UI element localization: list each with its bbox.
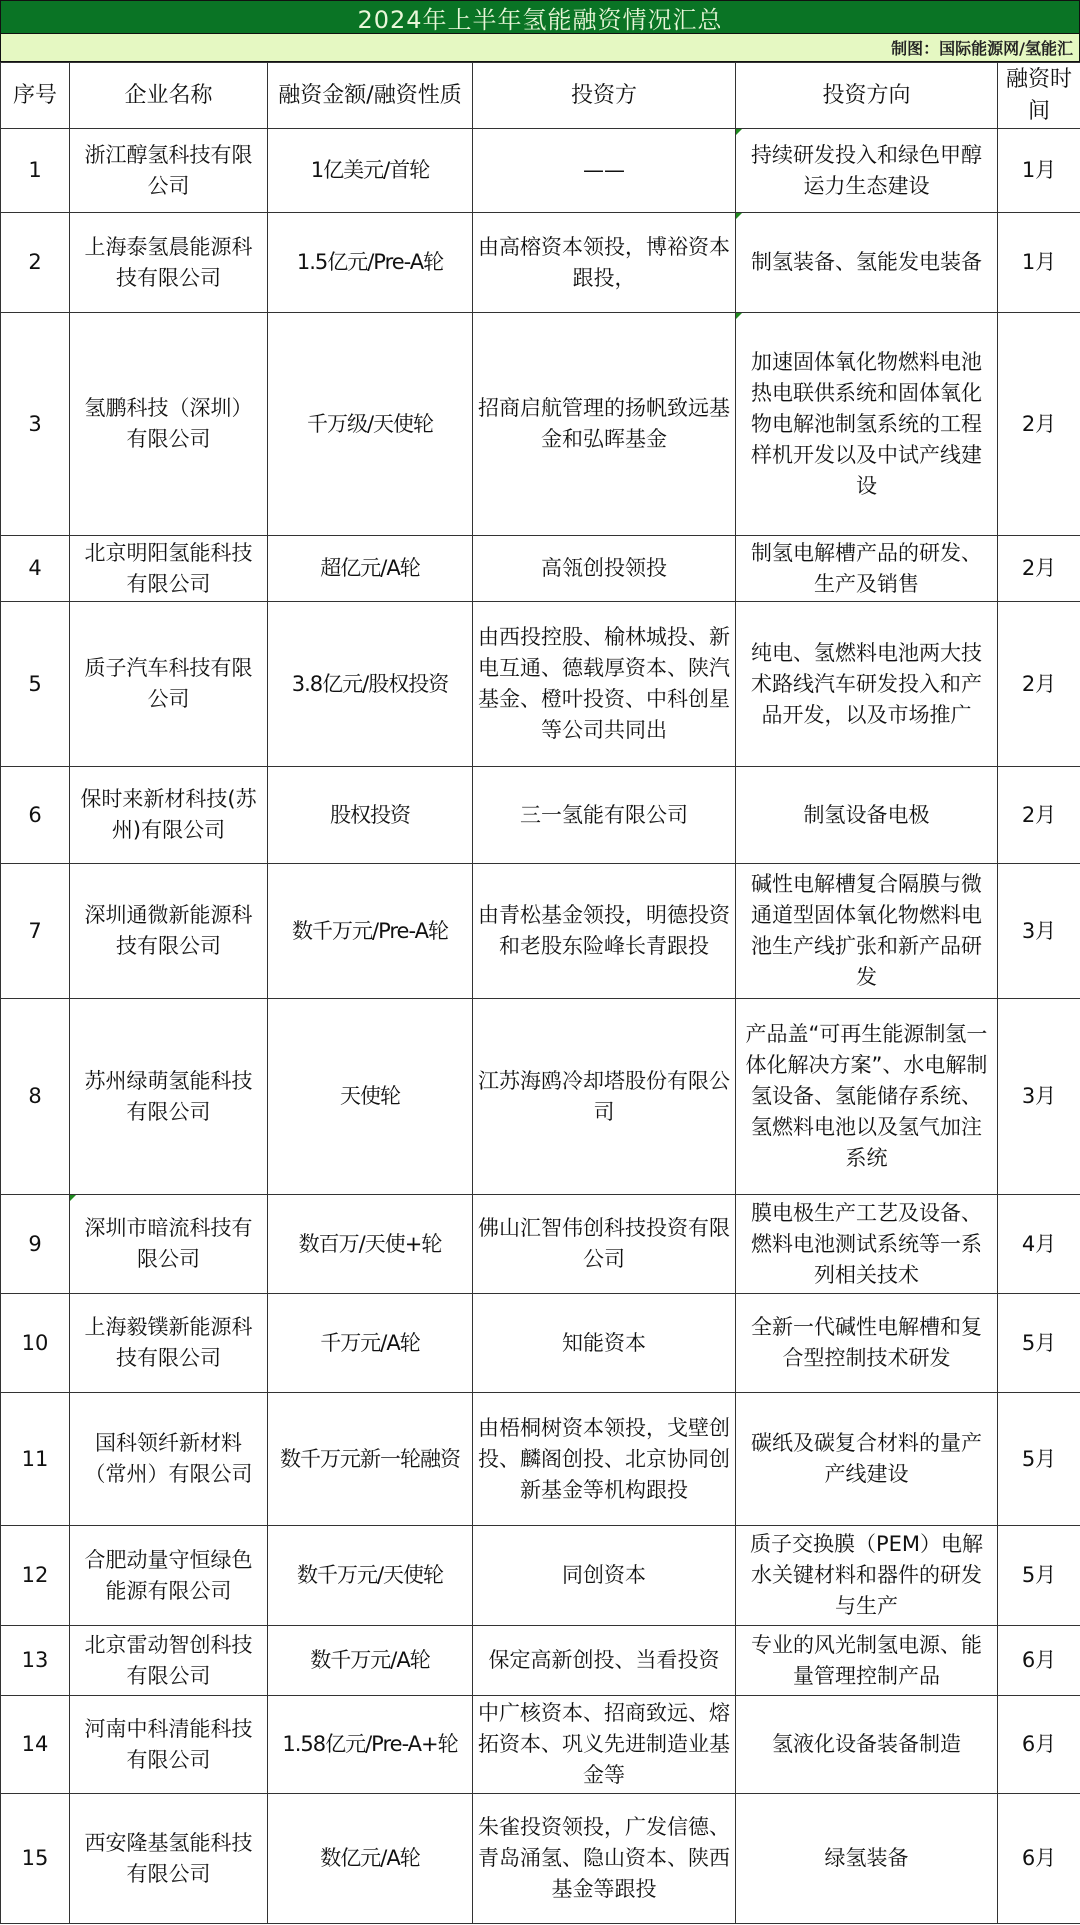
cell-amount[interactable] (268, 129, 473, 213)
cell-direction-text: 绿氢装备 (824, 1846, 909, 1870)
cell-company-text: 上海泰氢晨能源科技有限公司 (84, 234, 253, 290)
cell-amount[interactable] (268, 999, 473, 1195)
cell-time-text: 2月 (1021, 411, 1057, 436)
table-row (1, 1526, 1080, 1626)
cell-investors-text: 知能资本 (562, 1330, 646, 1355)
cell-no[interactable] (1, 213, 70, 313)
cell-investors[interactable] (473, 1794, 736, 1924)
cell-time-text: 1月 (1021, 250, 1057, 274)
cell-time-text: 4月 (1021, 1231, 1057, 1256)
cell-direction[interactable] (736, 213, 998, 313)
cell-time-text: 2月 (1021, 671, 1057, 696)
table-row (1, 1294, 1080, 1393)
cell-investors[interactable] (473, 1195, 736, 1294)
cell-investors-text: 由西投控股、榆林城投、新电互通、德载厚资本、陕汽基金、橙叶投资、中科创星等公司共同出 (478, 625, 730, 742)
cell-company[interactable] (70, 1626, 268, 1696)
table-row (1, 313, 1080, 536)
table-row (1, 536, 1080, 602)
cell-time[interactable] (998, 767, 1080, 864)
cell-investors[interactable] (473, 129, 736, 213)
cell-investors-text: 高瓴创投领投 (541, 556, 667, 580)
cell-company[interactable] (70, 1526, 268, 1626)
cell-direction-text: 制氢装备、氢能发电装备 (751, 250, 982, 274)
table-row (1, 864, 1080, 999)
cell-company[interactable] (70, 1195, 268, 1294)
cell-direction-text: 加速固体氧化物燃料电池热电联供系统和固体氧化物电解池制氢系统的工程样机开发以及中试产线建设 (751, 349, 982, 498)
cell-no[interactable] (1, 536, 70, 602)
cell-direction[interactable] (736, 1294, 998, 1393)
cell-direction-text: 碳纸及碳复合材料的量产产线建设 (751, 1431, 982, 1486)
credit-line: 制图：国际能源网/氢能汇 (0, 34, 1080, 62)
cell-amount[interactable] (268, 213, 473, 313)
cell-amount[interactable] (268, 602, 473, 767)
cell-investors[interactable] (473, 602, 736, 767)
table-row (1, 767, 1080, 864)
cell-amount[interactable] (268, 1526, 473, 1626)
table-row (1, 1626, 1080, 1696)
comment-marker-icon (736, 313, 742, 319)
cell-amount-text: 1亿美元/首轮 (310, 158, 430, 182)
cell-company[interactable] (70, 999, 268, 1195)
cell-amount-text: 千万元/A轮 (320, 1330, 420, 1355)
table-body (1, 129, 1080, 1924)
cell-amount-text: 数亿元/A轮 (320, 1846, 420, 1870)
cell-investors[interactable] (473, 313, 736, 536)
cell-investors-text: —— (583, 158, 625, 182)
cell-direction[interactable] (736, 767, 998, 864)
cell-time-text: 1月 (1021, 158, 1057, 182)
cell-company-text: 质子汽车科技有限公司 (84, 656, 253, 711)
cell-no[interactable] (1, 1393, 70, 1526)
cell-time[interactable] (998, 1195, 1080, 1294)
cell-time[interactable] (998, 999, 1080, 1195)
cell-company[interactable] (70, 864, 268, 999)
cell-no[interactable] (1, 1696, 70, 1794)
cell-direction[interactable] (736, 602, 998, 767)
cell-direction[interactable] (736, 1526, 998, 1626)
cell-amount-text: 股权投资 (330, 802, 410, 827)
cell-direction-text: 专业的风光制氢电源、能量管理控制产品 (751, 1632, 982, 1688)
header-investors: 投资方 (473, 63, 736, 129)
table-row (1, 213, 1080, 313)
cell-investors[interactable] (473, 213, 736, 313)
cell-investors-text: 由青松基金领投，明德投资和老股东险峰长青跟投 (478, 903, 730, 958)
cell-amount[interactable] (268, 1393, 473, 1526)
cell-company[interactable] (70, 767, 268, 864)
cell-time[interactable] (998, 864, 1080, 999)
cell-company[interactable] (70, 602, 268, 767)
cell-no[interactable] (1, 1626, 70, 1696)
cell-direction[interactable] (736, 129, 998, 213)
cell-direction-text: 产品盖“可再生能源制氢一体化解决方案”、水电解制氢设备、氢能储存系统、氢燃料电池以及氢气加注系统 (745, 1022, 988, 1170)
cell-amount-text: 3.8亿元/股权投资 (291, 671, 449, 696)
cell-time[interactable] (998, 1626, 1080, 1696)
cell-direction-text: 膜电极生产工艺及设备、燃料电池测试系统等一系列相关技术 (751, 1200, 982, 1287)
cell-direction-text: 制氢电解槽产品的研发、生产及销售 (751, 540, 982, 596)
cell-time[interactable] (998, 129, 1080, 213)
cell-investors-text: 江苏海鸥冷却塔股份有限公司 (478, 1068, 730, 1124)
cell-no-text: 8 (28, 1084, 42, 1108)
cell-investors-text: 招商启航管理的扬帆致远基金和弘晖基金 (478, 396, 730, 451)
cell-company[interactable] (70, 313, 268, 536)
cell-company-text: 氢鹏科技（深圳）有限公司 (84, 396, 253, 451)
cell-investors[interactable] (473, 1294, 736, 1393)
header-company: 企业名称 (70, 63, 268, 129)
cell-direction-text: 持续研发投入和绿色甲醇运力生态建设 (751, 142, 982, 198)
cell-time-text: 6月 (1021, 1732, 1057, 1756)
comment-marker-icon (736, 213, 742, 219)
cell-no-text: 10 (21, 1330, 49, 1355)
cell-amount[interactable] (268, 1294, 473, 1393)
cell-company[interactable] (70, 1393, 268, 1526)
cell-no[interactable] (1, 602, 70, 767)
cell-direction[interactable] (736, 864, 998, 999)
cell-no-text: 6 (28, 802, 42, 827)
cell-investors-text: 朱雀投资领投，广发信德、青岛涌氢、隐山资本、陕西基金等跟投 (478, 1815, 730, 1901)
table-row (1, 999, 1080, 1195)
cell-no[interactable] (1, 1294, 70, 1393)
comment-marker-icon (736, 129, 742, 135)
cell-amount[interactable] (268, 767, 473, 864)
cell-no-text: 13 (21, 1648, 49, 1672)
cell-amount-text: 数千万元/Pre-A轮 (292, 918, 448, 943)
cell-amount[interactable] (268, 1626, 473, 1696)
cell-time[interactable] (998, 1294, 1080, 1393)
cell-no-text: 4 (28, 556, 42, 580)
cell-time-text: 5月 (1021, 1563, 1057, 1587)
cell-company-text: 北京雷动智创科技有限公司 (84, 1632, 253, 1688)
cell-investors[interactable] (473, 1526, 736, 1626)
cell-time[interactable] (998, 536, 1080, 602)
table-row (1, 1696, 1080, 1794)
cell-amount-text: 超亿元/A轮 (320, 556, 420, 580)
cell-no[interactable] (1, 1794, 70, 1924)
cell-investors[interactable] (473, 536, 736, 602)
header-direction: 投资方向 (736, 63, 998, 129)
cell-no-text: 5 (28, 671, 42, 696)
cell-amount-text: 天使轮 (340, 1084, 400, 1108)
cell-direction[interactable] (736, 999, 998, 1195)
cell-direction[interactable] (736, 1696, 998, 1794)
cell-no[interactable] (1, 1526, 70, 1626)
table-row (1, 129, 1080, 213)
cell-amount-text: 数千万元/A轮 (310, 1648, 430, 1672)
cell-direction-text: 质子交换膜（PEM）电解水关键材料和器件的研发与生产 (749, 1532, 984, 1618)
cell-investors-text: 中广核资本、招商致远、熔拓资本、巩义先进制造业基金等 (478, 1701, 730, 1787)
cell-company-text: 西安隆基氢能科技有限公司 (84, 1830, 253, 1886)
financing-table (0, 62, 1080, 1924)
cell-no-text: 15 (21, 1846, 49, 1870)
cell-investors-text: 佛山汇智伟创科技投资有限公司 (478, 1216, 730, 1271)
cell-no[interactable] (1, 864, 70, 999)
cell-direction[interactable] (736, 1794, 998, 1924)
cell-time[interactable] (998, 313, 1080, 536)
cell-time-text: 6月 (1021, 1846, 1057, 1870)
cell-company[interactable] (70, 213, 268, 313)
cell-investors[interactable] (473, 1696, 736, 1794)
cell-investors-text: 保定高新创投、当看投资 (488, 1648, 720, 1672)
header-row (1, 63, 1080, 129)
cell-time[interactable] (998, 1526, 1080, 1626)
table-row (1, 1195, 1080, 1294)
cell-direction[interactable] (736, 1195, 998, 1294)
cell-amount[interactable] (268, 313, 473, 536)
cell-no-text: 12 (21, 1563, 49, 1587)
cell-no-text: 11 (21, 1446, 49, 1471)
cell-amount-text: 千万级/天使轮 (306, 411, 434, 436)
cell-direction-text: 纯电、氢燃料电池两大技术路线汽车研发投入和产品开发，以及市场推广 (751, 640, 982, 727)
cell-time[interactable] (998, 213, 1080, 313)
cell-no-text: 1 (28, 158, 42, 182)
cell-investors[interactable] (473, 1393, 736, 1526)
cell-amount[interactable] (268, 536, 473, 602)
cell-time[interactable] (998, 602, 1080, 767)
cell-amount[interactable] (268, 1794, 473, 1924)
cell-time[interactable] (998, 1696, 1080, 1794)
cell-amount[interactable] (268, 1696, 473, 1794)
cell-company-text: 河南中科清能科技有限公司 (84, 1716, 253, 1772)
cell-direction-text: 全新一代碱性电解槽和复合型控制技术研发 (751, 1315, 982, 1370)
cell-investors-text: 三一氢能有限公司 (520, 802, 688, 827)
cell-investors-text: 同创资本 (562, 1563, 646, 1587)
cell-company[interactable] (70, 1794, 268, 1924)
table-row (1, 1393, 1080, 1526)
cell-amount-text: 1.58亿元/Pre-A+轮 (282, 1732, 458, 1756)
cell-no-text: 7 (28, 918, 42, 943)
table-row (1, 602, 1080, 767)
cell-company-text: 合肥动量守恒绿色能源有限公司 (84, 1547, 253, 1603)
cell-company-text: 上海毅镤新能源科技有限公司 (84, 1315, 253, 1370)
cell-company[interactable] (70, 1696, 268, 1794)
cell-direction[interactable] (736, 536, 998, 602)
cell-company-text: 苏州绿萌氢能科技有限公司 (84, 1068, 253, 1124)
cell-time-text: 3月 (1021, 1084, 1057, 1108)
cell-time-text: 2月 (1021, 802, 1057, 827)
cell-amount-text: 1.5亿元/Pre-A轮 (296, 250, 444, 274)
cell-amount-text: 数百万/天使+轮 (298, 1231, 442, 1256)
cell-no[interactable] (1, 1195, 70, 1294)
cell-no[interactable] (1, 999, 70, 1195)
cell-time[interactable] (998, 1794, 1080, 1924)
cell-investors[interactable] (473, 1626, 736, 1696)
header-no: 序号 (1, 63, 70, 129)
cell-time-text: 2月 (1021, 556, 1057, 580)
cell-direction-text: 碱性电解槽复合隔膜与微通道型固体氧化物燃料电池生产线扩张和新产品研发 (751, 872, 982, 989)
cell-time-text: 6月 (1021, 1648, 1057, 1672)
cell-direction[interactable] (736, 1626, 998, 1696)
cell-company-text: 保时来新材科技(苏州)有限公司 (80, 787, 257, 842)
cell-direction[interactable] (736, 313, 998, 536)
cell-investors-text: 由高榕资本领投，博裕资本跟投， (478, 234, 730, 290)
cell-investors[interactable] (473, 999, 736, 1195)
cell-amount-text: 数千万元/天使轮 (296, 1563, 444, 1587)
cell-direction-text: 氢液化设备装备制造 (772, 1732, 961, 1756)
cell-company-text: 深圳市暗流科技有限公司 (84, 1216, 253, 1271)
cell-no-text: 9 (28, 1231, 42, 1256)
cell-no[interactable] (1, 767, 70, 864)
header-time: 融资时间 (998, 63, 1080, 129)
cell-direction-text: 制氢设备电极 (803, 802, 930, 827)
cell-company[interactable] (70, 129, 268, 213)
cell-time-text: 5月 (1021, 1446, 1057, 1471)
cell-amount-text: 数千万元新一轮融资 (280, 1446, 460, 1471)
cell-investors[interactable] (473, 864, 736, 999)
cell-no-text: 3 (28, 411, 42, 436)
cell-company-text: 北京明阳氢能科技有限公司 (84, 540, 253, 596)
header-amount: 融资金额/融资性质 (268, 63, 473, 129)
cell-company-text: 浙江醇氢科技有限公司 (84, 142, 253, 198)
cell-time-text: 3月 (1021, 918, 1057, 943)
cell-amount[interactable] (268, 1195, 473, 1294)
cell-no-text: 2 (28, 250, 42, 274)
cell-time[interactable] (998, 1393, 1080, 1526)
sheet-title: 2024年上半年氢能融资情况汇总 (0, 0, 1080, 34)
cell-amount[interactable] (268, 864, 473, 999)
cell-investors[interactable] (473, 767, 736, 864)
cell-direction[interactable] (736, 1393, 998, 1526)
cell-company-text: 深圳通微新能源科技有限公司 (84, 903, 253, 958)
cell-no[interactable] (1, 129, 70, 213)
cell-time-text: 5月 (1021, 1330, 1057, 1355)
comment-marker-icon (70, 1195, 76, 1201)
cell-company[interactable] (70, 1294, 268, 1393)
cell-company-text: 国科领纤新材料（常州）有限公司 (84, 1431, 253, 1486)
cell-company[interactable] (70, 536, 268, 602)
cell-investors-text: 由梧桐树资本领投，戈壁创投、麟阁创投、北京协同创新基金等机构跟投 (478, 1415, 730, 1502)
table-row (1, 1794, 1080, 1924)
cell-no[interactable] (1, 313, 70, 536)
cell-no-text: 14 (21, 1732, 49, 1756)
